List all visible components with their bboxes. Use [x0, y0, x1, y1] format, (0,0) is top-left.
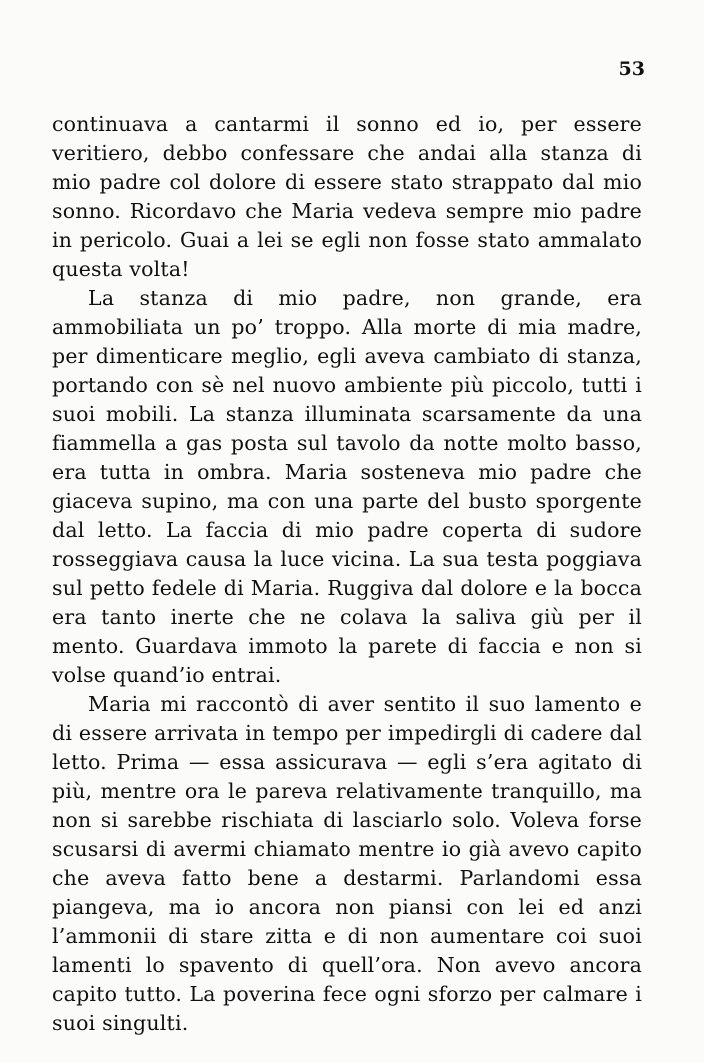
body-text	[52, 110, 642, 1038]
page-number: 53	[618, 58, 645, 80]
paragraph-1: continuava a cantarmi il sonno ed io, per essere veritiero, debbo confessare che andai alla stanza di mio padre col dolore di essere stato strappato dal mio sonno. Ricordavo che Maria vedeva sempre mio padre in pericolo. Guai a lei se egli non fosse stato ammalato questa volta!	[52, 112, 642, 281]
paragraph-2: La stanza di mio padre, non grande, era ammobiliata un po’ troppo. Alla morte di mia madre, per dimenticare meglio, egli aveva cambiato di stanza, portando con sè nel nuovo ambiente più piccolo, tutti i suoi mobili. La stanza illuminata scarsamente da una fiammella a gas posta sul tavolo da notte molto basso, era tutta in ombra. Maria sosteneva mio padre che giaceva supino, ma con una parte del busto sporgente dal letto. La faccia di mio padre coperta di sudore rosseggiava causa la luce vicina. La sua testa poggiava sul petto fedele di Maria. Ruggiva dal dolore e la bocca era tanto inerte che ne colava la saliva giù per il mento. Guardava immoto la parete di faccia e non si volse quand’io entrai.	[52, 286, 642, 687]
paragraph-3: Maria mi raccontò di aver sentito il suo lamento e di essere arrivata in tempo per impedirgli di cadere dal letto. Prima — essa assicurava — egli s’era agitato di più, mentre ora le pareva relativamente tranquillo, ma non si sarebbe rischiata di lasciarlo solo. Voleva forse scusarsi di avermi chiamato mentre io già avevo capito che aveva fatto bene a destarmi. Parlandomi essa piangeva, ma io ancora non piansi con lei ed anzi l’ammonii di stare zitta e di non aumentare coi suoi lamenti lo spavento di quell’ora. Non avevo ancora capito tutto. La poverina fece ogni sforzo per calmare i suoi singulti.	[52, 692, 642, 1035]
